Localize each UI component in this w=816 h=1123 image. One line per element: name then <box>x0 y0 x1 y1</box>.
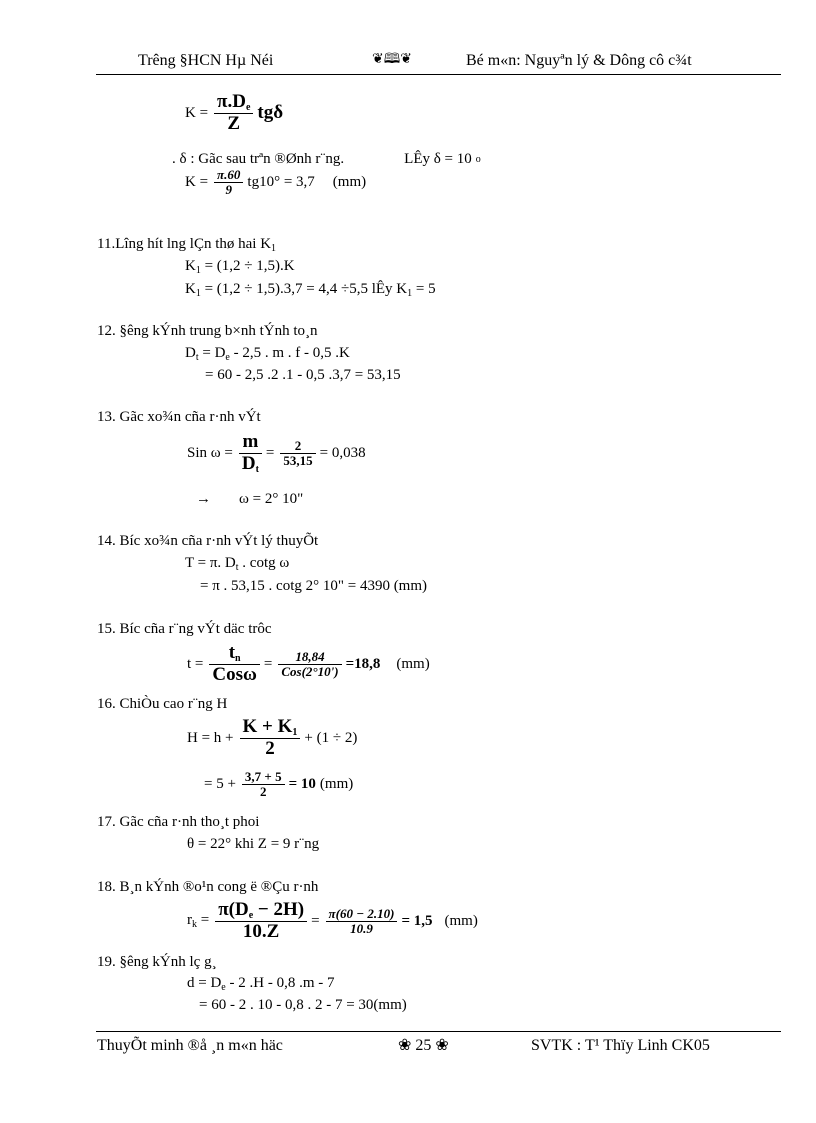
rk-formula: $r_k$ = $\frac{\pi(D_e - 2H)}{10.Z}$ = $\frac{\pi(60 - 2.10)}{10.9}$ = 1,5 (mm) <box>187 899 478 942</box>
section-18-title: 18. B¸n kÝnh ®o¹n cong ë ®Çu r·nh <box>97 879 319 895</box>
section-14-line2: = π . 53,15 . cotg 2° 10" = 4390 (mm) <box>200 578 428 594</box>
t-fraction-1: $\frac{t_n}{\text{Cosω}}$ <box>209 643 260 686</box>
section-16-title: 16. ChiÒu cao r¨ng H <box>97 696 228 712</box>
h-formula: H = h + $\frac{K + K_1}{2}$ + (1 ÷ 2) <box>187 716 358 759</box>
section-12-title: 12. §êng kÝnh trung b×nh tÝnh to¸n <box>97 323 318 339</box>
omega-result: → ω = 2° 10" <box>196 491 304 507</box>
t-fraction-2: $\frac{18,84}{\text{Cos(2°10')}}$ <box>278 650 341 680</box>
section-17-title: 17. Gãc cña r·nh tho¸t phoi <box>97 814 260 830</box>
footer-left: ThuyÕt minh ®å ¸n m«n häc <box>97 1037 283 1054</box>
rk-fraction-2: $\frac{\pi(60 - 2.10)}{10.9}$ <box>326 907 398 937</box>
header-ornament: ❦🕮❦ <box>372 52 412 67</box>
k-calc: K = $\frac{\pi.60}{9}$ tg10° = 3,7 (mm) <box>185 167 367 198</box>
rk-fraction-1: $\frac{\pi(D_e - 2H)}{10.Z}$ <box>215 900 307 943</box>
delta-note: . δ : Gãc sau trªn ®Ønh r¨ng. LÊy δ = 10 o <box>172 151 481 167</box>
section-14-title: 14. Bíc xo¾n cña r·nh vÝt lý thuyÕt <box>97 533 319 549</box>
sin-fraction-2: $\frac{2}{53,15}$ <box>280 439 315 469</box>
header-rule <box>96 74 781 75</box>
section-19-line2: = 60 - 2 . 10 - 0,8 . 2 - 7 = 30(mm) <box>199 997 407 1013</box>
sin-omega-formula: Sin ω = $\frac{m}{D_t}$ = $\frac{2}{53,15}$ = 0,038 <box>187 431 366 475</box>
sin-fraction-1: $\frac{m}{D_t}$ <box>239 432 262 475</box>
section-12-line1: $D_t = D_e - 2,5$ . m . f - 0,5 .K <box>185 345 350 363</box>
footer-right: SVTK : T¹ Thïy Linh CK05 <box>531 1037 710 1054</box>
footer-rule <box>96 1031 781 1032</box>
section-14-line1: T = π. $D_t$ . cotg ω <box>185 555 290 573</box>
k-formula: K = $\frac{\pi.D_e}{Z}$ tgδ <box>185 91 284 134</box>
section-19-title: 19. §êng kÝnh lç g¸ <box>97 954 217 970</box>
k-fraction: $\frac{\pi.D_e}{Z}$ <box>214 92 253 135</box>
h-fraction: $\frac{K + K_1}{2}$ <box>240 717 301 760</box>
section-15-title: 15. Bíc cña r¨ng vÝt däc trôc <box>97 621 272 637</box>
section-19-line1: $d = D_e - 2$ .H - 0,8 .m - 7 <box>187 975 335 993</box>
k-calc-fraction: $\frac{\pi.60}{9}$ <box>214 168 243 198</box>
header-left: Trêng §HCN Hµ Néi <box>138 52 274 69</box>
section-11-line1: $K_1 = (1,2 \div 1,5).K$ <box>185 258 295 276</box>
section-11-title: 11.Lîng hít lng lÇn thø hai $K_1$ <box>97 236 277 254</box>
h-calc: = 5 + $\frac{3,7 + 5}{2}$ = 10 (mm) <box>204 769 354 800</box>
section-13-title: 13. Gãc xo¾n cña r·nh vÝt <box>97 409 261 425</box>
page-number: ❀ 25 ❀ <box>398 1037 449 1054</box>
section-11-line2: $K_1 = (1,2 \div 1,5).3,7 = 4,4 \div 5,5$ lÊy $K_1 = 5$ <box>185 281 436 299</box>
section-17-line: θ = 22° khi Z = 9 r¨ng <box>187 836 320 852</box>
header-right: Bé m«n: Nguyªn lý & Dông cô c¾t <box>466 52 692 69</box>
t-formula: t = $\frac{t_n}{\text{Cosω}}$ = $\frac{18,84}{\text{Cos(2°10')}}$ =18,8 (mm) <box>187 642 430 685</box>
h-calc-fraction: $\frac{3,7 + 5}{2}$ <box>242 770 285 800</box>
section-12-line2: = 60 - 2,5 .2 .1 - 0,5 .3,7 = 53,15 <box>205 367 401 383</box>
